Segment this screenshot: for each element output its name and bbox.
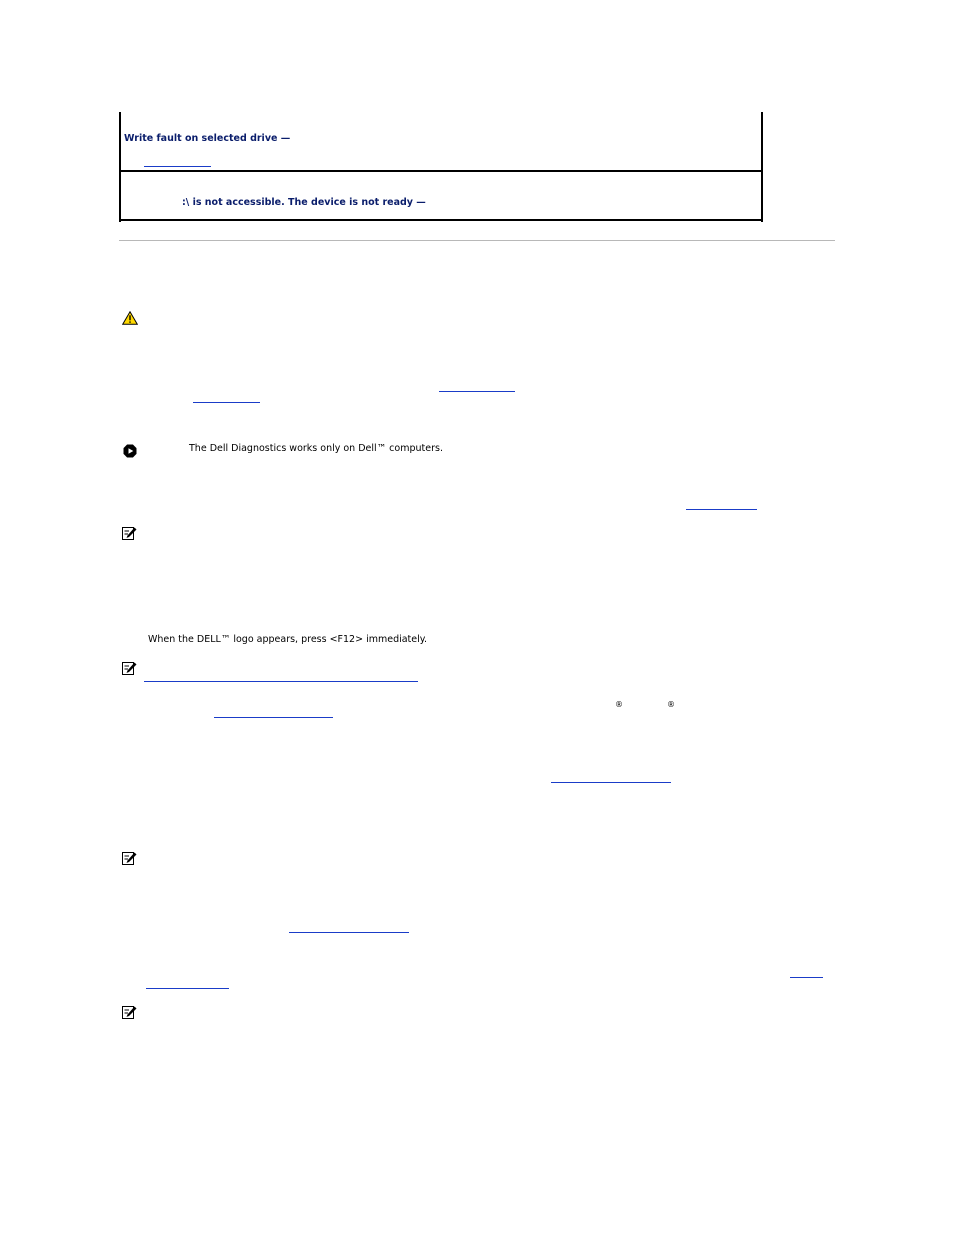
note-icon: [122, 852, 137, 865]
link-1[interactable]: [439, 391, 515, 392]
link-8[interactable]: [790, 977, 823, 978]
note-icon: [122, 1006, 137, 1019]
error-message-write-fault: Write fault on selected drive —: [124, 133, 291, 144]
link-2[interactable]: [193, 402, 260, 403]
table-row-divider: [119, 170, 763, 172]
step-text: When the DELL™ logo appears, press <F12> immediately.: [148, 634, 428, 645]
link-5[interactable]: [214, 717, 333, 718]
section-divider: [119, 240, 835, 241]
registered-mark: ®: [615, 700, 623, 709]
caution-icon: [122, 311, 138, 325]
table-border-bottom: [119, 219, 763, 221]
notice-text: The Dell Diagnostics works only on Dell™ computers.: [189, 443, 443, 454]
registered-mark: ®: [667, 700, 675, 709]
note-icon: [122, 662, 137, 675]
table-border-left: [119, 112, 121, 222]
link-3[interactable]: [686, 509, 757, 510]
link-6[interactable]: [551, 782, 671, 783]
table-link-1[interactable]: [144, 166, 211, 167]
link-9[interactable]: [146, 988, 229, 989]
notice-icon: [123, 444, 137, 458]
link-4[interactable]: [144, 681, 418, 682]
error-message-device-not-ready: :\ is not accessible. The device is not ready —: [182, 197, 426, 208]
link-7[interactable]: [289, 932, 409, 933]
note-icon: [122, 527, 137, 540]
table-border-right: [761, 112, 763, 222]
